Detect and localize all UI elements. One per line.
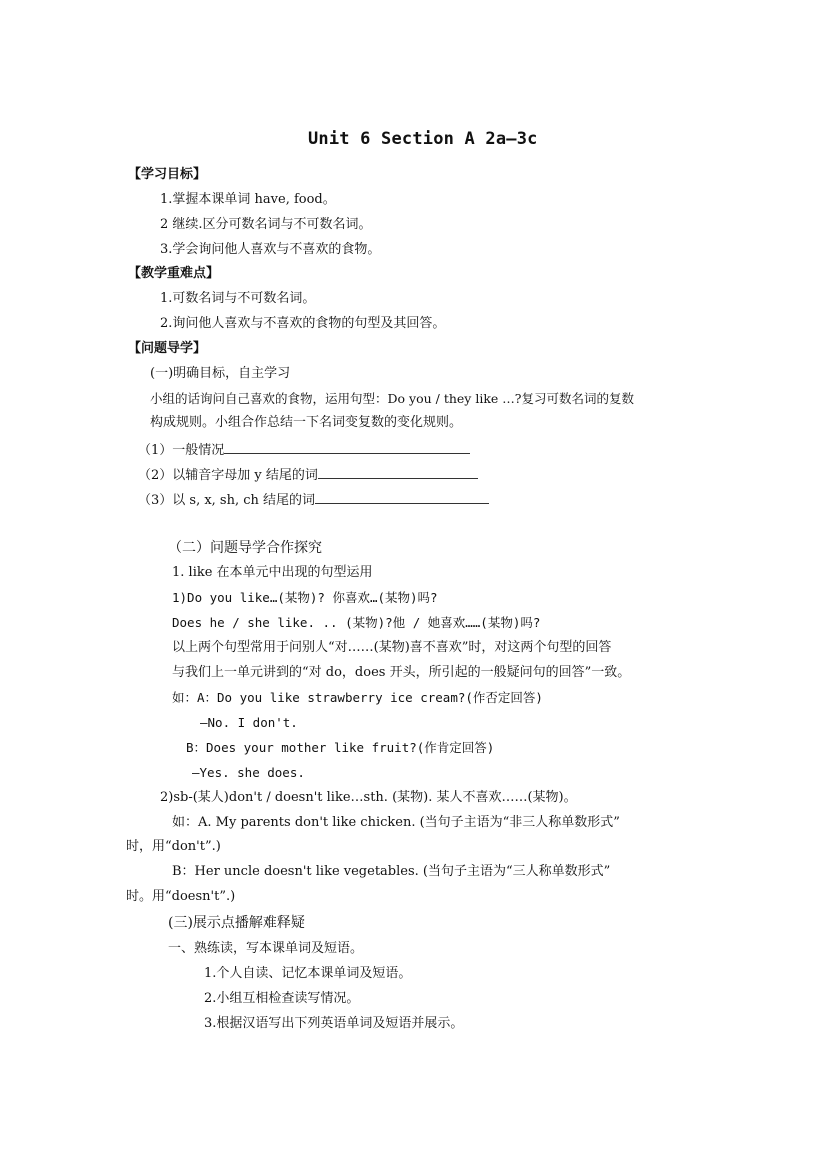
example-2a-line1: 如：A. My parents don't like chicken. (当句子主语为“非三人称单数形式” <box>172 815 620 830</box>
example-2b-line2: 时。用“doesn't”.) <box>126 889 236 904</box>
negative-pattern: 2)sb-(某人)don't / doesn't like…sth. (某物). 某人不喜欢……(某物)。 <box>160 790 577 805</box>
example-2b-line1: B：Her uncle doesn't like vegetables. (当句子主语为“三人称单数形式” <box>172 864 611 879</box>
explain-line1: 以上两个句型常用于问别人“对……(某物)喜不喜欢”时，对这两个句型的回答 <box>172 640 612 655</box>
part1-text-line1: 小组的话询问自己喜欢的食物，运用句型：Do you / they like …?复习可数名词的复数 <box>150 391 634 406</box>
keypoint-item-2: 2.询问他人喜欢与不喜欢的食物的句型及其回答。 <box>160 316 446 331</box>
goal-item-2: 2 继续.区分可数名词与不可数名词。 <box>160 217 372 232</box>
explain-line2: 与我们上一单元讲到的“对 do，does 开头，所引起的一般疑问句的回答”一致。 <box>172 665 631 680</box>
guide-heading: 【问题导学】 <box>128 341 207 356</box>
rule-2-label: （2）以辅音字母加 y 结尾的词 <box>138 468 318 483</box>
part1-title: (一)明确目标，自主学习 <box>150 366 291 381</box>
rule-2-blank[interactable] <box>318 465 478 479</box>
question-pattern-2: Does he / she like. .. (某物)?他 / 她喜欢……(某物)吗? <box>172 615 541 630</box>
rule-1 <box>138 440 470 460</box>
goal-item-3: 3.学会询问他人喜欢与不喜欢的食物。 <box>160 242 381 257</box>
rule-3 <box>138 490 489 510</box>
part1-text-line2: 构成规则。小组合作总结一下名词变复数的变化规则。 <box>150 415 463 430</box>
example-b-answer: —Yes. she does. <box>192 765 305 780</box>
example-b: B：Does your mother like fruit?(作肯定回答) <box>186 740 495 755</box>
part2-title: （二）问题导学合作探究 <box>168 540 322 556</box>
keypoints-heading: 【教学重难点】 <box>128 266 220 281</box>
rule-2 <box>138 465 478 485</box>
example-a: 如：A：Do you like strawberry ice cream?(作否定回答) <box>172 690 543 705</box>
goals-heading: 【学习目标】 <box>128 167 207 182</box>
part2-item1: 1. like 在本单元中出现的句型运用 <box>172 565 373 580</box>
rule-3-blank[interactable] <box>315 490 489 504</box>
part3-title: (三)展示点播解难释疑 <box>168 915 305 931</box>
example-2a-line2: 时，用“don't”.) <box>126 839 221 854</box>
rule-3-label: （3）以 s, x, sh, ch 结尾的词 <box>138 493 316 508</box>
rule-1-blank[interactable] <box>224 440 470 454</box>
goal-item-1: 1.掌握本课单词 have, food。 <box>160 192 336 207</box>
step-2: 2.小组互相检查读写情况。 <box>204 991 360 1006</box>
rule-1-label: （1）一般情况 <box>138 443 225 458</box>
question-pattern-1: 1)Do you like…(某物)? 你喜欢…(某物)吗? <box>172 590 438 605</box>
step-1: 1.个人自读、记忆本课单词及短语。 <box>204 966 412 981</box>
step-3: 3.根据汉语写出下列英语单词及短语并展示。 <box>204 1016 464 1031</box>
keypoint-item-1: 1.可数名词与不可数名词。 <box>160 291 316 306</box>
part3-item1: 一、熟练读，写本课单词及短语。 <box>168 941 364 956</box>
page-title: Unit 6 Section A 2a—3c <box>308 129 538 149</box>
example-a-answer: —No. I don't. <box>200 715 298 730</box>
